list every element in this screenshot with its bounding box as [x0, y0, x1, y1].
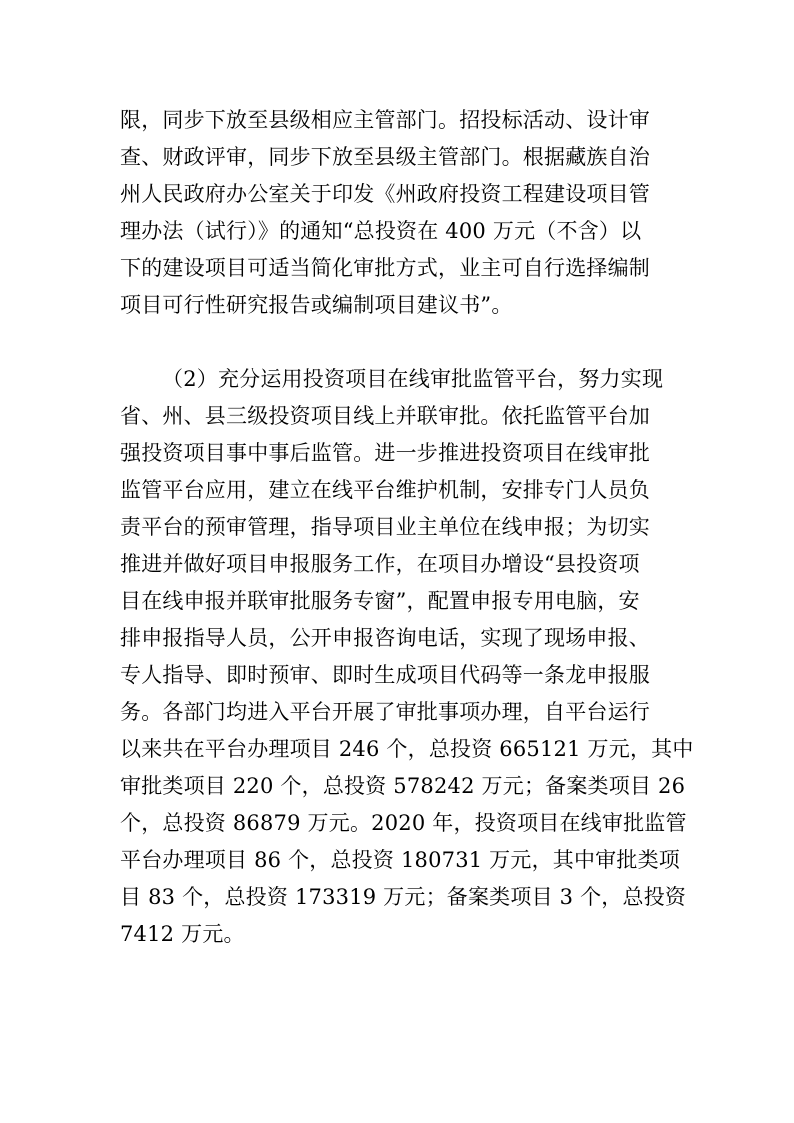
paragraph-1-line-5: 下的建设项目可适当简化审批方式，业主可自行选择编制 — [120, 256, 650, 280]
paragraph-2-line-7: 目在线申报并联审批服务专窗”，配置申报专用电脑，安 — [120, 589, 640, 613]
paragraph-2-line-4: 监管平台应用，建立在线平台维护机制，安排专门人员负 — [120, 478, 650, 502]
paragraph-2-line-15: 目 83 个，总投资 173319 万元；备案类项目 3 个，总投资 — [120, 885, 687, 909]
paragraph-1-line-6: 项目可行性研究报告或编制项目建议书”。 — [120, 293, 513, 317]
paragraph-1-line-4: 理办法（试行）》的通知“总投资在 400 万元（不含）以 — [120, 219, 642, 243]
paragraph-2-line-9: 专人指导、即时预审、即时生成项目代码等一条龙申报服 — [120, 663, 650, 687]
paragraph-2-line-13: 个，总投资 86879 万元。2020 年，投资项目在线审批监管 — [120, 811, 687, 835]
paragraph-1-line-2: 查、财政评审，同步下放至县级主管部门。根据藏族自治 — [120, 145, 650, 169]
paragraph-2-line-6: 推进并做好项目申报服务工作，在项目办增设“县投资项 — [120, 552, 640, 576]
paragraph-2-line-11: 以来共在平台办理项目 246 个，总投资 665121 万元，其中 — [120, 737, 694, 761]
paragraph-2-line-8: 排申报指导人员，公开申报咨询电话，实现了现场申报、 — [120, 626, 650, 650]
paragraph-2-line-2: 省、州、县三级投资项目线上并联审批。依托监管平台加 — [120, 404, 650, 428]
paragraph-2-line-5: 责平台的预审管理，指导项目业主单位在线申报；为切实 — [120, 515, 650, 539]
paragraph-1-line-1: 限，同步下放至县级相应主管部门。招投标活动、设计审 — [120, 108, 650, 132]
paragraph-1-line-3: 州人民政府办公室关于印发《州政府投资工程建设项目管 — [120, 182, 650, 206]
paragraph-2-line-16: 7412 万元。 — [120, 922, 245, 946]
paragraph-2-line-14: 平台办理项目 86 个，总投资 180731 万元，其中审批类项 — [120, 848, 680, 872]
paragraph-2-line-3: 强投资项目事中事后监管。进一步推进投资项目在线审批 — [120, 441, 650, 465]
paragraph-2-line-1: （2）充分运用投资项目在线审批监管平台，努力实现 — [162, 367, 664, 391]
paragraph-2-line-12: 审批类项目 220 个，总投资 578242 万元；备案类项目 26 — [120, 774, 686, 798]
paragraph-2-line-10: 务。各部门均进入平台开展了审批事项办理，自平台运行 — [120, 700, 650, 724]
